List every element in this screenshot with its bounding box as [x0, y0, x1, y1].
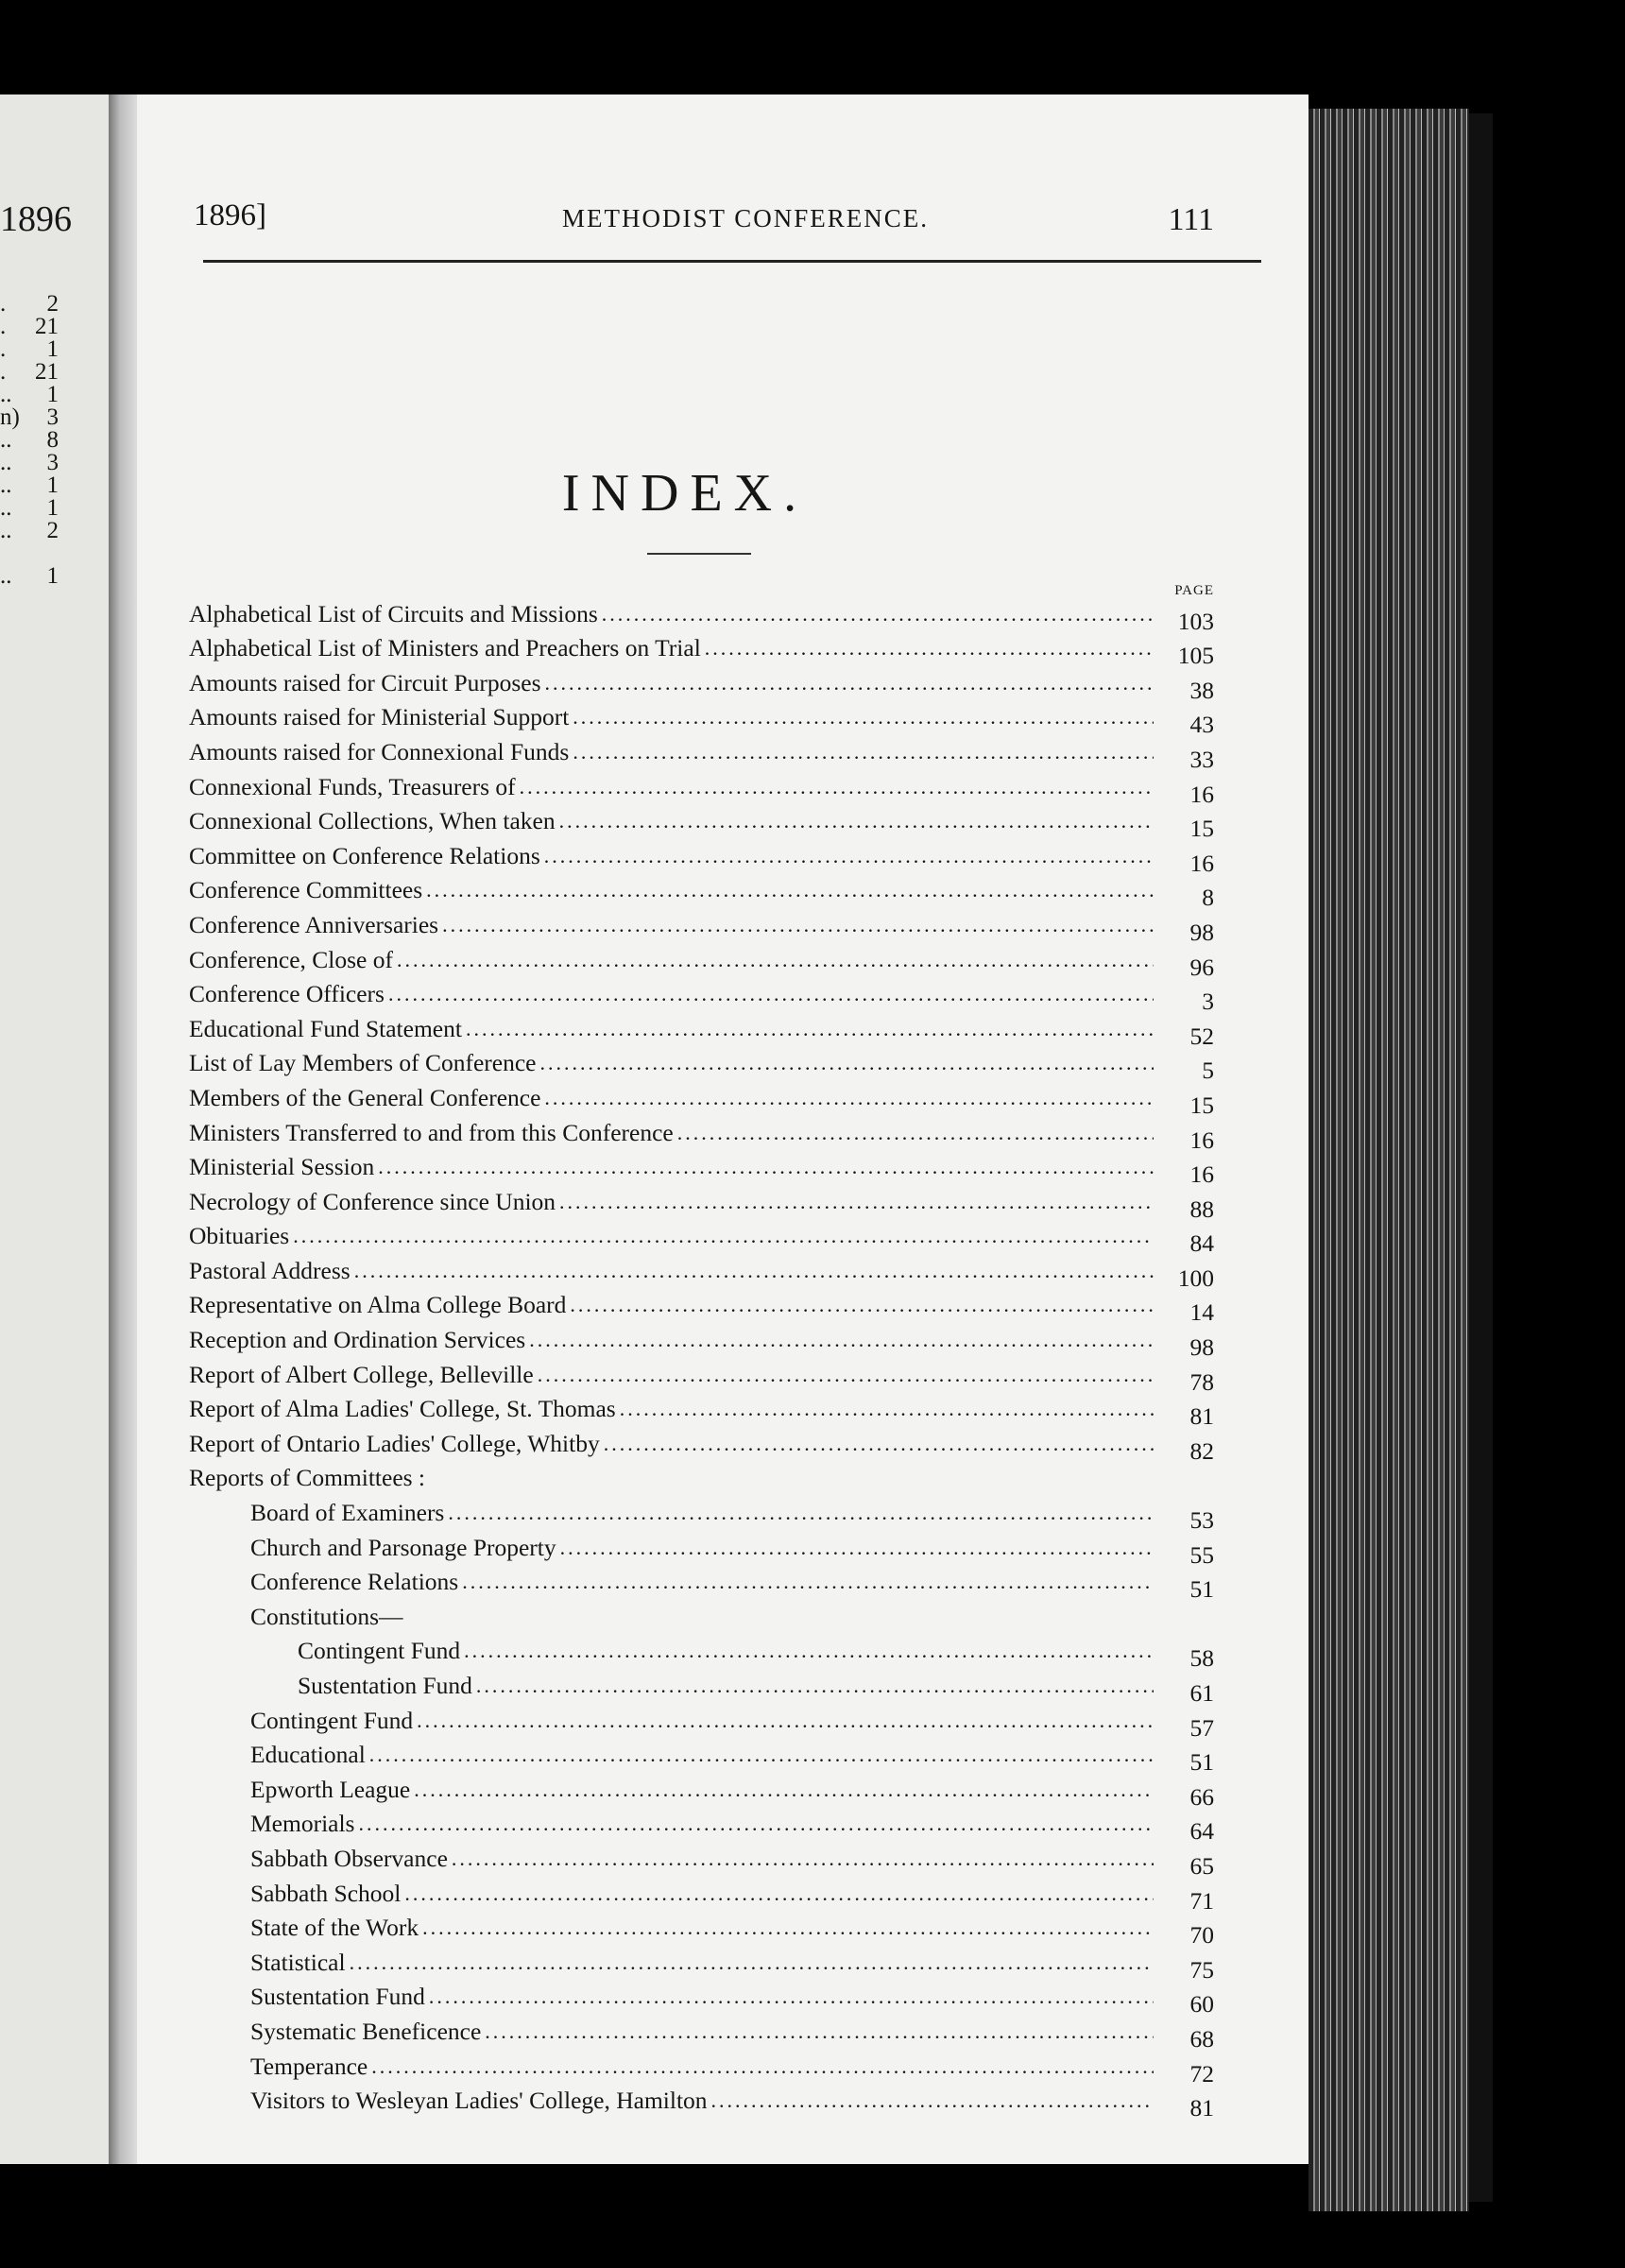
index-entry [189, 1319, 1214, 1362]
facing-page-line [0, 452, 59, 474]
index-entry-page: 57 [1189, 1713, 1214, 1742]
page-number: 111 [1168, 202, 1214, 237]
index-entry-label: Conference, Close of [189, 945, 393, 973]
index-entry-page: 5 [1202, 1057, 1214, 1085]
index-entry [189, 939, 1214, 981]
title-rule [647, 553, 751, 555]
dot-leader [350, 1949, 1154, 1977]
index-entry [189, 2046, 1214, 2088]
index-entry-label: Pastoral Address [189, 1256, 351, 1284]
dot-leader [602, 600, 1154, 628]
index-entry [189, 731, 1214, 773]
index-entry-label: Amounts raised for Circuit Purposes [189, 668, 541, 696]
dot-leader [705, 634, 1154, 662]
header-rule [203, 260, 1261, 263]
facing-page-number: 1 [46, 563, 59, 589]
index-entry-label: Contingent Fund [250, 1706, 414, 1734]
dot-leader [448, 1499, 1154, 1527]
index-entry-page: 81 [1189, 1402, 1214, 1431]
index-entry-label: Alphabetical List of Circuits and Missions [189, 599, 598, 627]
dot-leader [573, 738, 1154, 766]
running-head-title: METHODIST CONFERENCE. [562, 204, 930, 232]
facing-page-number: 3 [46, 404, 59, 430]
facing-page-text: . [0, 314, 7, 339]
index-entry [189, 662, 1214, 704]
index-entry-label: Conference Officers [189, 980, 385, 1008]
index-entry [189, 1700, 1214, 1742]
index-entry-label: Constitutions— [250, 1602, 403, 1630]
index-entry [189, 801, 1214, 843]
index-entry [189, 2081, 1214, 2122]
index-entry [189, 1942, 1214, 1984]
facing-page-number: 3 [46, 450, 59, 475]
index-entry-page: 52 [1189, 1022, 1214, 1050]
index-entry [189, 835, 1214, 877]
index-entry-label: Conference Anniversaries [189, 910, 439, 938]
index-entry [189, 1354, 1214, 1396]
index-entry [189, 1216, 1214, 1258]
dot-leader [559, 807, 1154, 835]
index-entry-page: 55 [1189, 1540, 1214, 1569]
index-entry-page: 103 [1177, 607, 1214, 635]
index-entry-page: 38 [1189, 676, 1214, 704]
facing-page-number: 1 [46, 382, 59, 407]
index-entry [189, 1527, 1214, 1569]
index-entry-page: 14 [1189, 1298, 1214, 1327]
dot-leader [464, 1637, 1154, 1665]
index-entry [189, 1285, 1214, 1327]
facing-page [0, 94, 109, 2164]
facing-page-number: 2 [46, 518, 59, 543]
index-entry-page: 51 [1189, 1575, 1214, 1604]
facing-page-header: 1896 [0, 199, 72, 239]
dot-leader [538, 1361, 1154, 1389]
index-entry [189, 1873, 1214, 1915]
dot-leader [417, 1707, 1154, 1735]
dot-leader [545, 669, 1154, 697]
index-entry [189, 1665, 1214, 1707]
dot-leader [369, 1741, 1154, 1769]
index-entry-label: Connexional Collections, When taken [189, 807, 556, 835]
index-entry-page: 15 [1189, 1091, 1214, 1119]
index-entry [189, 870, 1214, 912]
index-entry-page: 64 [1189, 1817, 1214, 1846]
index-entry [189, 1596, 1214, 1631]
index-entry-label: Sabbath Observance [250, 1844, 448, 1872]
index-entry [189, 1458, 1214, 1493]
dot-leader [476, 1672, 1154, 1700]
facing-page-text: .. [0, 382, 12, 407]
index-entry-page: 72 [1189, 2059, 1214, 2088]
index-entry-label: Temperance [250, 2052, 368, 2080]
index-entry-label: List of Lay Members of Conference [189, 1049, 537, 1077]
index-entry-page: 8 [1202, 884, 1214, 912]
index-entry [189, 1181, 1214, 1223]
index-entry [189, 974, 1214, 1016]
index-entry [189, 1112, 1214, 1154]
index-entry-label: Amounts raised for Ministerial Support [189, 703, 570, 731]
dot-leader [414, 1776, 1154, 1804]
facing-page-line [0, 361, 59, 384]
index-entry-label: Sabbath School [250, 1879, 402, 1907]
index-entry-label: Report of Alma Ladies' College, St. Thomas [189, 1395, 616, 1423]
page-edges [1309, 109, 1469, 2211]
facing-page-number: 2 [46, 291, 59, 317]
index-entry-label: Board of Examiners [250, 1499, 445, 1527]
index-entry-label: Ministerial Session [189, 1153, 375, 1181]
facing-page-number: 8 [46, 427, 59, 453]
facing-page-line [0, 316, 59, 338]
index-entry-page: 70 [1189, 1921, 1214, 1950]
dot-leader [354, 1257, 1154, 1285]
index-entry [189, 1804, 1214, 1846]
dot-leader [452, 1845, 1154, 1873]
facing-page-text: .. [0, 495, 12, 521]
dot-leader [388, 980, 1154, 1008]
index-entry-page: 100 [1177, 1263, 1214, 1292]
facing-page-text: . [0, 291, 7, 317]
facing-page-text: . [0, 336, 7, 362]
dot-leader [573, 703, 1154, 731]
index-entry-label: Representative on Alma College Board [189, 1291, 567, 1319]
index-entry-label: Reports of Committees : [189, 1464, 426, 1492]
index-entry-page: 98 [1189, 1333, 1214, 1362]
dot-leader [544, 1084, 1154, 1112]
index-entry [189, 1562, 1214, 1604]
index-entry-label: Educational Fund Statement [189, 1014, 462, 1042]
index-entry-page: 84 [1189, 1229, 1214, 1258]
facing-page-line [0, 406, 59, 429]
facing-page-fragments [0, 293, 59, 588]
index-entry-page: 82 [1189, 1436, 1214, 1465]
facing-page-text: .. [0, 563, 12, 589]
index-entry-label: Church and Parsonage Property [250, 1533, 556, 1561]
book-page [137, 94, 1309, 2164]
index-entry-label: Contingent Fund [298, 1637, 461, 1665]
facing-page-line [0, 293, 59, 316]
facing-page-text: .. [0, 427, 12, 453]
facing-page-text: .. [0, 472, 12, 498]
dot-leader [378, 1153, 1154, 1181]
dot-leader [429, 1983, 1154, 2011]
index-entry-label: Obituaries [189, 1222, 290, 1250]
index-entry-page: 98 [1189, 918, 1214, 946]
index-entry [189, 1492, 1214, 1535]
index-entry [189, 1250, 1214, 1292]
index-entry-page: 96 [1189, 953, 1214, 981]
index-entry-page: 33 [1189, 745, 1214, 773]
index-entry-page: 16 [1189, 780, 1214, 808]
index-entry-label: Systematic Beneficence [250, 2017, 482, 2045]
index-entry [189, 766, 1214, 808]
index-entry-label: Conference Relations [250, 1568, 459, 1596]
index-entry [189, 1631, 1214, 1673]
index-entry-page: 66 [1189, 1782, 1214, 1811]
index-entry [189, 1769, 1214, 1811]
facing-page-number: 21 [35, 359, 59, 385]
index-entry [189, 1043, 1214, 1085]
index-entry [189, 1077, 1214, 1119]
dot-leader [529, 1326, 1154, 1354]
dot-leader [540, 1049, 1155, 1077]
index-entry-page: 75 [1189, 1955, 1214, 1984]
index-entry-page: 15 [1189, 815, 1214, 843]
dot-leader [442, 911, 1154, 939]
index-entry [189, 2011, 1214, 2053]
facing-page-line [0, 384, 59, 406]
dot-leader [462, 1568, 1154, 1596]
index-title: INDEX. [561, 464, 809, 523]
index-entry-label: Visitors to Wesleyan Ladies' College, Hamilton [250, 2087, 708, 2115]
index-entry [189, 1735, 1214, 1777]
dot-leader [677, 1119, 1154, 1147]
dot-leader [620, 1395, 1154, 1423]
book-gutter [109, 94, 137, 2164]
index-entry-label: Conference Committees [189, 876, 423, 904]
index-entry-page: 78 [1189, 1367, 1214, 1396]
index-entry-label: Necrology of Conference since Union [189, 1187, 556, 1215]
index-entry-label: Members of the General Conference [189, 1083, 541, 1111]
index-entry-page: 16 [1189, 1160, 1214, 1189]
index-entry-page: 58 [1189, 1644, 1214, 1673]
index-entry-label: Statistical [250, 1948, 346, 1976]
index-entry-label: Alphabetical List of Ministers and Preachers on Trial [189, 634, 701, 662]
index-entry-label: State of the Work [250, 1914, 419, 1942]
dot-leader [544, 842, 1154, 870]
index-entry [189, 697, 1214, 739]
index-entry [189, 628, 1214, 670]
index-entry [189, 1389, 1214, 1431]
facing-page-text: .. [0, 450, 12, 475]
dot-leader [560, 1534, 1154, 1562]
index-entry-label: Memorials [250, 1810, 355, 1838]
dot-leader [397, 946, 1154, 974]
index-entry-label: Sustentation Fund [250, 1983, 425, 2011]
facing-page-number: 1 [46, 336, 59, 362]
facing-page-number: 21 [35, 314, 59, 339]
index-entry-label: Educational [250, 1741, 366, 1769]
dot-leader [358, 1810, 1154, 1838]
index-entry-label: Sustentation Fund [298, 1672, 472, 1699]
dot-leader [404, 1880, 1154, 1908]
index-entry-page: 51 [1189, 1748, 1214, 1777]
dot-leader [466, 1015, 1154, 1043]
running-head-year: 1896] [194, 198, 266, 232]
index-entry-label: Committee on Conference Relations [189, 841, 540, 869]
index-entry [189, 1423, 1214, 1465]
facing-page-line [0, 542, 59, 588]
index-entry-label: Epworth League [250, 1775, 411, 1803]
index-entry [189, 593, 1214, 635]
index-entry [189, 1908, 1214, 1950]
index-entry-label: Report of Albert College, Belleville [189, 1360, 534, 1388]
index-entry-page: 88 [1189, 1194, 1214, 1223]
index-entry-page: 65 [1189, 1851, 1214, 1880]
index-entry [189, 1147, 1214, 1189]
index-entry-page: 68 [1189, 2024, 1214, 2053]
index-entry-label: Amounts raised for Connexional Funds [189, 737, 570, 765]
dot-leader [422, 1914, 1154, 1942]
dot-leader [293, 1222, 1154, 1250]
index-entries [189, 593, 1214, 2122]
dot-leader [570, 1291, 1154, 1319]
index-entry-page: 61 [1189, 1679, 1214, 1707]
index-entry-page: 105 [1177, 642, 1214, 670]
dot-leader [559, 1188, 1154, 1216]
page-column-label: PAGE [1174, 583, 1214, 598]
index-entry-label: Report of Ontario Ladies' College, Whitby [189, 1429, 600, 1457]
index-entry [189, 1838, 1214, 1880]
dot-leader [485, 2018, 1154, 2046]
facing-page-text: .. [0, 518, 12, 543]
index-entry-page: 60 [1189, 1990, 1214, 2019]
index-entry-page: 43 [1189, 711, 1214, 739]
dot-leader [604, 1430, 1154, 1458]
dot-leader [426, 876, 1154, 904]
dot-leader [520, 773, 1154, 801]
facing-page-line [0, 520, 59, 542]
facing-page-line [0, 474, 59, 497]
dot-leader [711, 2087, 1154, 2115]
index-entry [189, 1008, 1214, 1050]
index-entry-page: 16 [1189, 1125, 1214, 1154]
facing-page-number: 1 [46, 472, 59, 498]
index-entry-label: Ministers Transferred to and from this Conference [189, 1118, 674, 1146]
facing-page-text: n) [0, 404, 20, 430]
index-entry [189, 904, 1214, 946]
facing-page-line [0, 429, 59, 452]
index-entry-page: 16 [1189, 849, 1214, 877]
facing-page-line [0, 497, 59, 520]
index-entry-label: Reception and Ordination Services [189, 1326, 526, 1354]
index-entry [189, 1977, 1214, 2019]
index-entry-label: Connexional Funds, Treasurers of [189, 772, 516, 800]
index-entry-page: 3 [1202, 988, 1214, 1016]
index-entry-page: 71 [1189, 1886, 1214, 1915]
book-cover-edge [1469, 113, 1493, 2202]
running-head [194, 198, 1252, 255]
facing-page-number: 1 [46, 495, 59, 521]
index-entry-page: 53 [1189, 1506, 1214, 1535]
facing-page-line [0, 338, 59, 361]
index-entry-page: 81 [1189, 2094, 1214, 2122]
dot-leader [371, 2053, 1154, 2081]
facing-page-text: . [0, 359, 7, 385]
